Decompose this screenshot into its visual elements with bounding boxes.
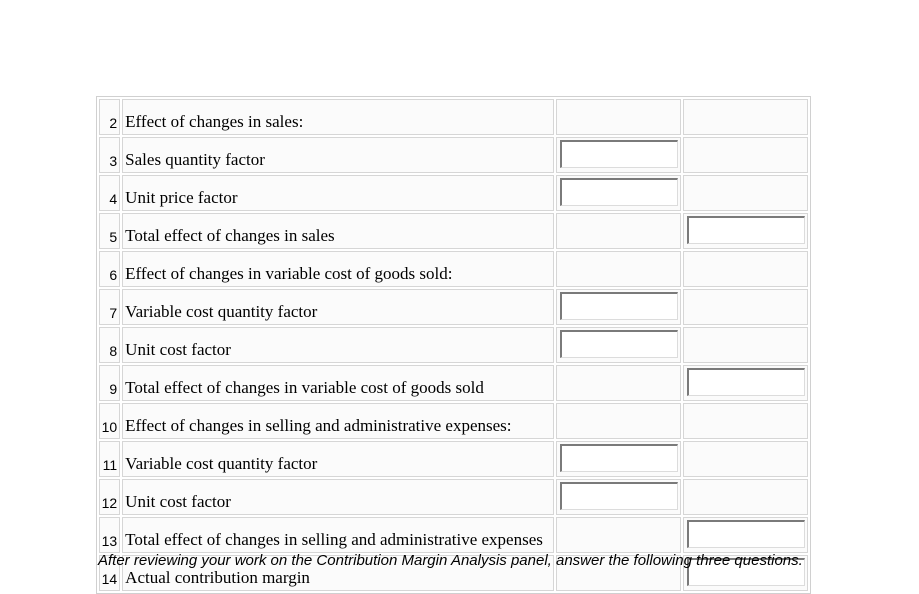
table-row bbox=[99, 479, 808, 515]
row-number: 11 bbox=[99, 441, 120, 477]
total-input[interactable] bbox=[687, 368, 805, 396]
row-label: Total effect of changes in selling and administrative expenses bbox=[122, 517, 554, 553]
amount-cell bbox=[556, 327, 681, 363]
amount-input[interactable] bbox=[560, 330, 678, 358]
table-row bbox=[99, 441, 808, 477]
row-number: 4 bbox=[99, 175, 120, 211]
amount-input[interactable] bbox=[560, 178, 678, 206]
table-row bbox=[99, 517, 808, 553]
row-number: 5 bbox=[99, 213, 120, 249]
amount-input[interactable] bbox=[560, 482, 678, 510]
row-label: Unit cost factor bbox=[122, 479, 554, 515]
amount-input[interactable] bbox=[560, 140, 678, 168]
row-label: Unit cost factor bbox=[122, 327, 554, 363]
table-row bbox=[99, 99, 808, 135]
contribution-margin-analysis-table bbox=[96, 96, 811, 594]
row-number: 14 bbox=[99, 555, 120, 591]
table-row bbox=[99, 327, 808, 363]
row-label: Effect of changes in selling and administrative expenses: bbox=[122, 403, 554, 439]
table-row bbox=[99, 137, 808, 173]
row-number: 6 bbox=[99, 251, 120, 287]
table-row bbox=[99, 175, 808, 211]
table-row bbox=[99, 403, 808, 439]
row-number: 7 bbox=[99, 289, 120, 325]
total-cell bbox=[683, 441, 808, 477]
row-label: Effect of changes in variable cost of goods sold: bbox=[122, 251, 554, 287]
row-number: 3 bbox=[99, 137, 120, 173]
amount-cell bbox=[556, 289, 681, 325]
row-number: 8 bbox=[99, 327, 120, 363]
amount-cell bbox=[556, 365, 681, 401]
row-label: Variable cost quantity factor bbox=[122, 289, 554, 325]
amount-input[interactable] bbox=[560, 444, 678, 472]
amount-cell bbox=[556, 213, 681, 249]
amount-cell bbox=[556, 441, 681, 477]
row-label: Effect of changes in sales: bbox=[122, 99, 554, 135]
total-cell bbox=[683, 213, 808, 249]
total-cell bbox=[683, 403, 808, 439]
row-number: 13 bbox=[99, 517, 120, 553]
total-cell bbox=[683, 99, 808, 135]
amount-cell bbox=[556, 403, 681, 439]
instruction-footnote: After reviewing your work on the Contribution Margin Analysis panel, answer the following three questions. bbox=[98, 552, 803, 569]
total-cell bbox=[683, 479, 808, 515]
total-input[interactable] bbox=[687, 520, 805, 548]
row-label: Actual contribution margin bbox=[122, 555, 554, 591]
row-label: Unit price factor bbox=[122, 175, 554, 211]
table-row bbox=[99, 365, 808, 401]
total-cell bbox=[683, 137, 808, 173]
amount-cell bbox=[556, 479, 681, 515]
total-cell bbox=[683, 251, 808, 287]
total-cell bbox=[683, 365, 808, 401]
row-number: 12 bbox=[99, 479, 120, 515]
row-label: Total effect of changes in variable cost of goods sold bbox=[122, 365, 554, 401]
amount-cell bbox=[556, 99, 681, 135]
amount-input[interactable] bbox=[560, 292, 678, 320]
row-number: 10 bbox=[99, 403, 120, 439]
row-label: Variable cost quantity factor bbox=[122, 441, 554, 477]
total-cell bbox=[683, 327, 808, 363]
row-number: 2 bbox=[99, 99, 120, 135]
amount-cell bbox=[556, 175, 681, 211]
row-label: Total effect of changes in sales bbox=[122, 213, 554, 249]
total-cell bbox=[683, 289, 808, 325]
total-input[interactable] bbox=[687, 216, 805, 244]
row-label: Sales quantity factor bbox=[122, 137, 554, 173]
table-row bbox=[99, 289, 808, 325]
table-row bbox=[99, 251, 808, 287]
amount-cell bbox=[556, 251, 681, 287]
table-row bbox=[99, 213, 808, 249]
amount-cell bbox=[556, 137, 681, 173]
total-cell bbox=[683, 517, 808, 553]
row-number: 9 bbox=[99, 365, 120, 401]
total-cell bbox=[683, 175, 808, 211]
amount-cell bbox=[556, 517, 681, 553]
